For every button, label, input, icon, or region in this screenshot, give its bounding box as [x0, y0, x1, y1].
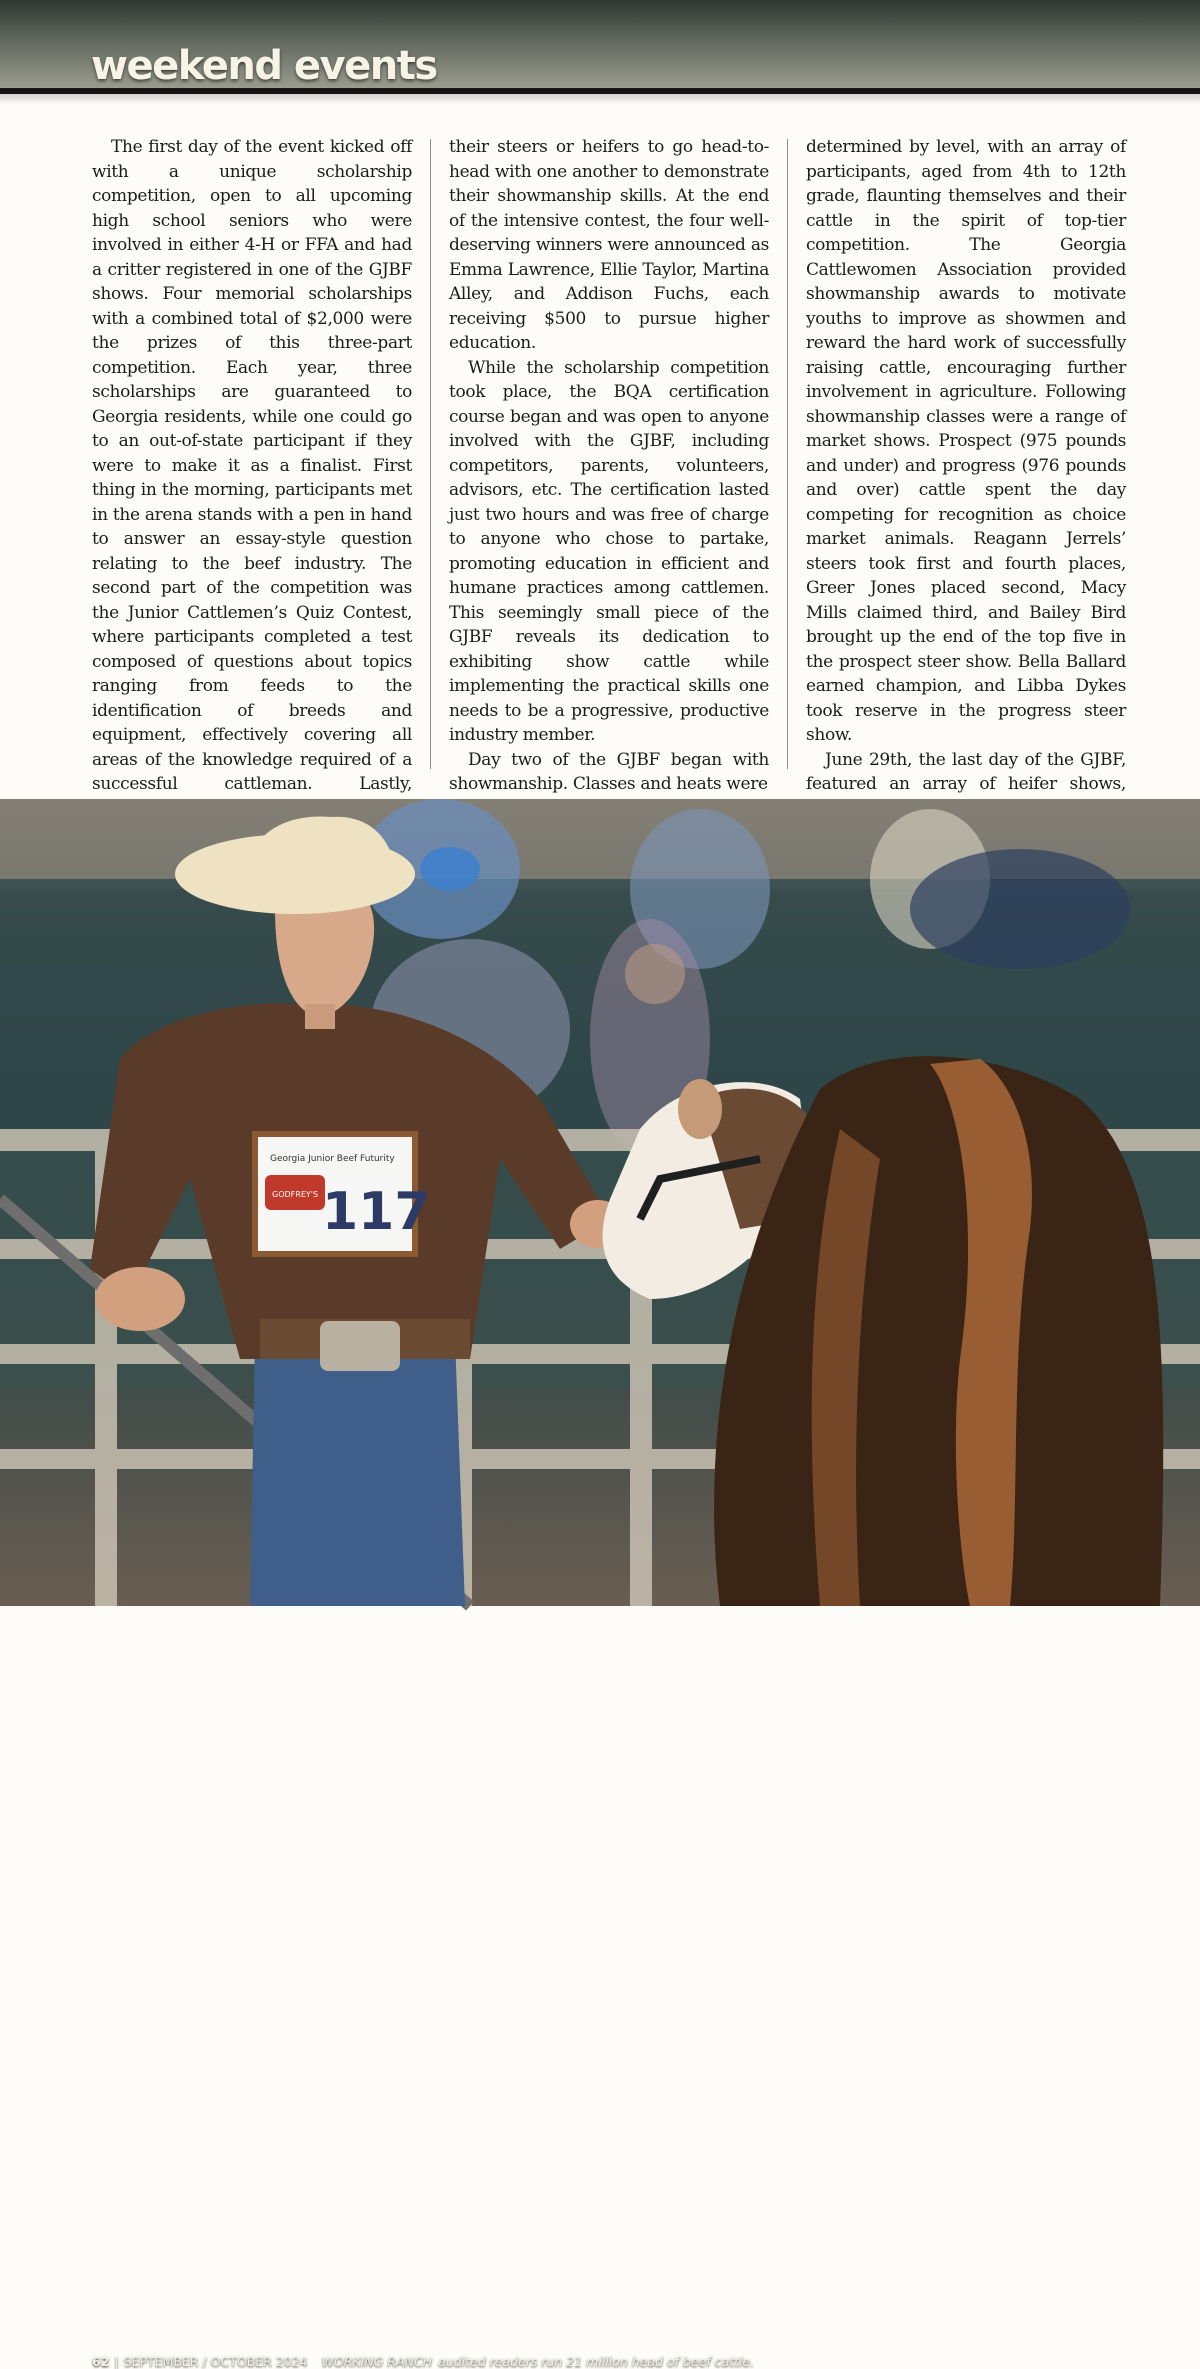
page-number: 62	[92, 2354, 110, 2369]
paragraph: The first day of the event kicked off with a unique scholarship competition, open to all upcoming high school seniors who were involved in either 4-H or FFA and had a critter registered in one of the GJBF shows. Four memorial scholarships with a combined total of $2,000 were the prizes of this three-part competition. Each year, three scholarships are guaranteed to Georgia residents, while one could go to an out-of-state participant if they were to make it as a finalist. First thing in the morning, participants met in the arena stands with a pen in hand to answer an essay-style question relating to the beef industry. The second part of the competition was the Junior Cattlemen’s Quiz Contest, where participants completed a test composed of questions about topics ranging from feeds to the identification of breeds and equipment, effectively covering all areas of the knowledge required of a successful cattleman. Lastly,	[92, 137, 412, 794]
paragraph: Day two of the GJBF began with showmanship. Classes and heats were	[449, 749, 769, 794]
paragraph: their steers or heifers to go head-to-head with one another to demonstrate their showmanship skills. At the end of the intensive contest, the four well-deserving winners were announced as Emma Lawrence, Ellie Taylor, Martina Alley, and Addison Fuchs, each receiving $500 to pursue higher education.	[449, 137, 769, 353]
exhibitor-tag-event: Georgia Junior Beef Futurity	[270, 1154, 395, 1164]
section-title: weekend events	[91, 43, 437, 89]
page-footer: 62 | SEPTEMBER / OCTOBER 2024 WORKING RANCH audited readers run 21 million head of beef cattle.	[92, 2354, 755, 2369]
column-divider	[430, 139, 431, 769]
paragraph: While the scholarship competition took place, the BQA certification course began and was open to anyone involved with the GJBF, including competitors, parents, volunteers, advisors, etc. The certification lasted just two hours and was free of charge to anyone who chose to partake, promoting education in efficient and humane practices among cattlemen. This seemingly small piece of the GJBF reveals its dedication to exhibiting show cattle while implementing the practical skills one needs to be a progressive, productive industry member.	[449, 357, 769, 745]
issue-date: SEPTEMBER / OCTOBER 2024	[123, 2354, 308, 2369]
magazine-name: WORKING RANCH	[321, 2354, 433, 2369]
showmanship-photo	[0, 799, 1200, 2369]
magazine-tagline: audited readers run 21 million head of beef cattle.	[438, 2354, 755, 2369]
paragraph: determined by level, with an array of participants, aged from 4th to 12th grade, flaunting themselves and their cattle in the spirit of top-tier competition. The Georgia Cattlewomen Association provided showmanship awards to motivate youths to improve as showmen and reward the hard work of successfully raising cattle, encouraging further involvement in agriculture. Following showmanship classes were a range of market shows. Prospect (975 pounds and under) and progress (976 pounds and over) cattle spent the day competing for recognition as choice market animals. Reagann Jerrels’ steers took first and fourth places, Greer Jones placed second, Macy Mills claimed third, and Bailey Bird brought up the end of the top five in the prospect steer show. Bella Ballard earned champion, and Libba Dykes took reserve in the progress steer show.	[806, 137, 1126, 745]
exhibitor-tag-sponsor: GODFREY'S	[272, 1190, 319, 1199]
article-column-3	[806, 135, 1126, 821]
exhibitor-number: 117	[322, 1182, 431, 1242]
article-column-1	[92, 135, 412, 821]
article-column-2	[449, 135, 769, 797]
paragraph: June 29th, the last day of the GJBF, featured an array of heifer shows,	[806, 749, 1126, 794]
column-divider	[787, 139, 788, 769]
header-shadow	[0, 94, 1200, 104]
photo-illustration	[0, 799, 1200, 1606]
